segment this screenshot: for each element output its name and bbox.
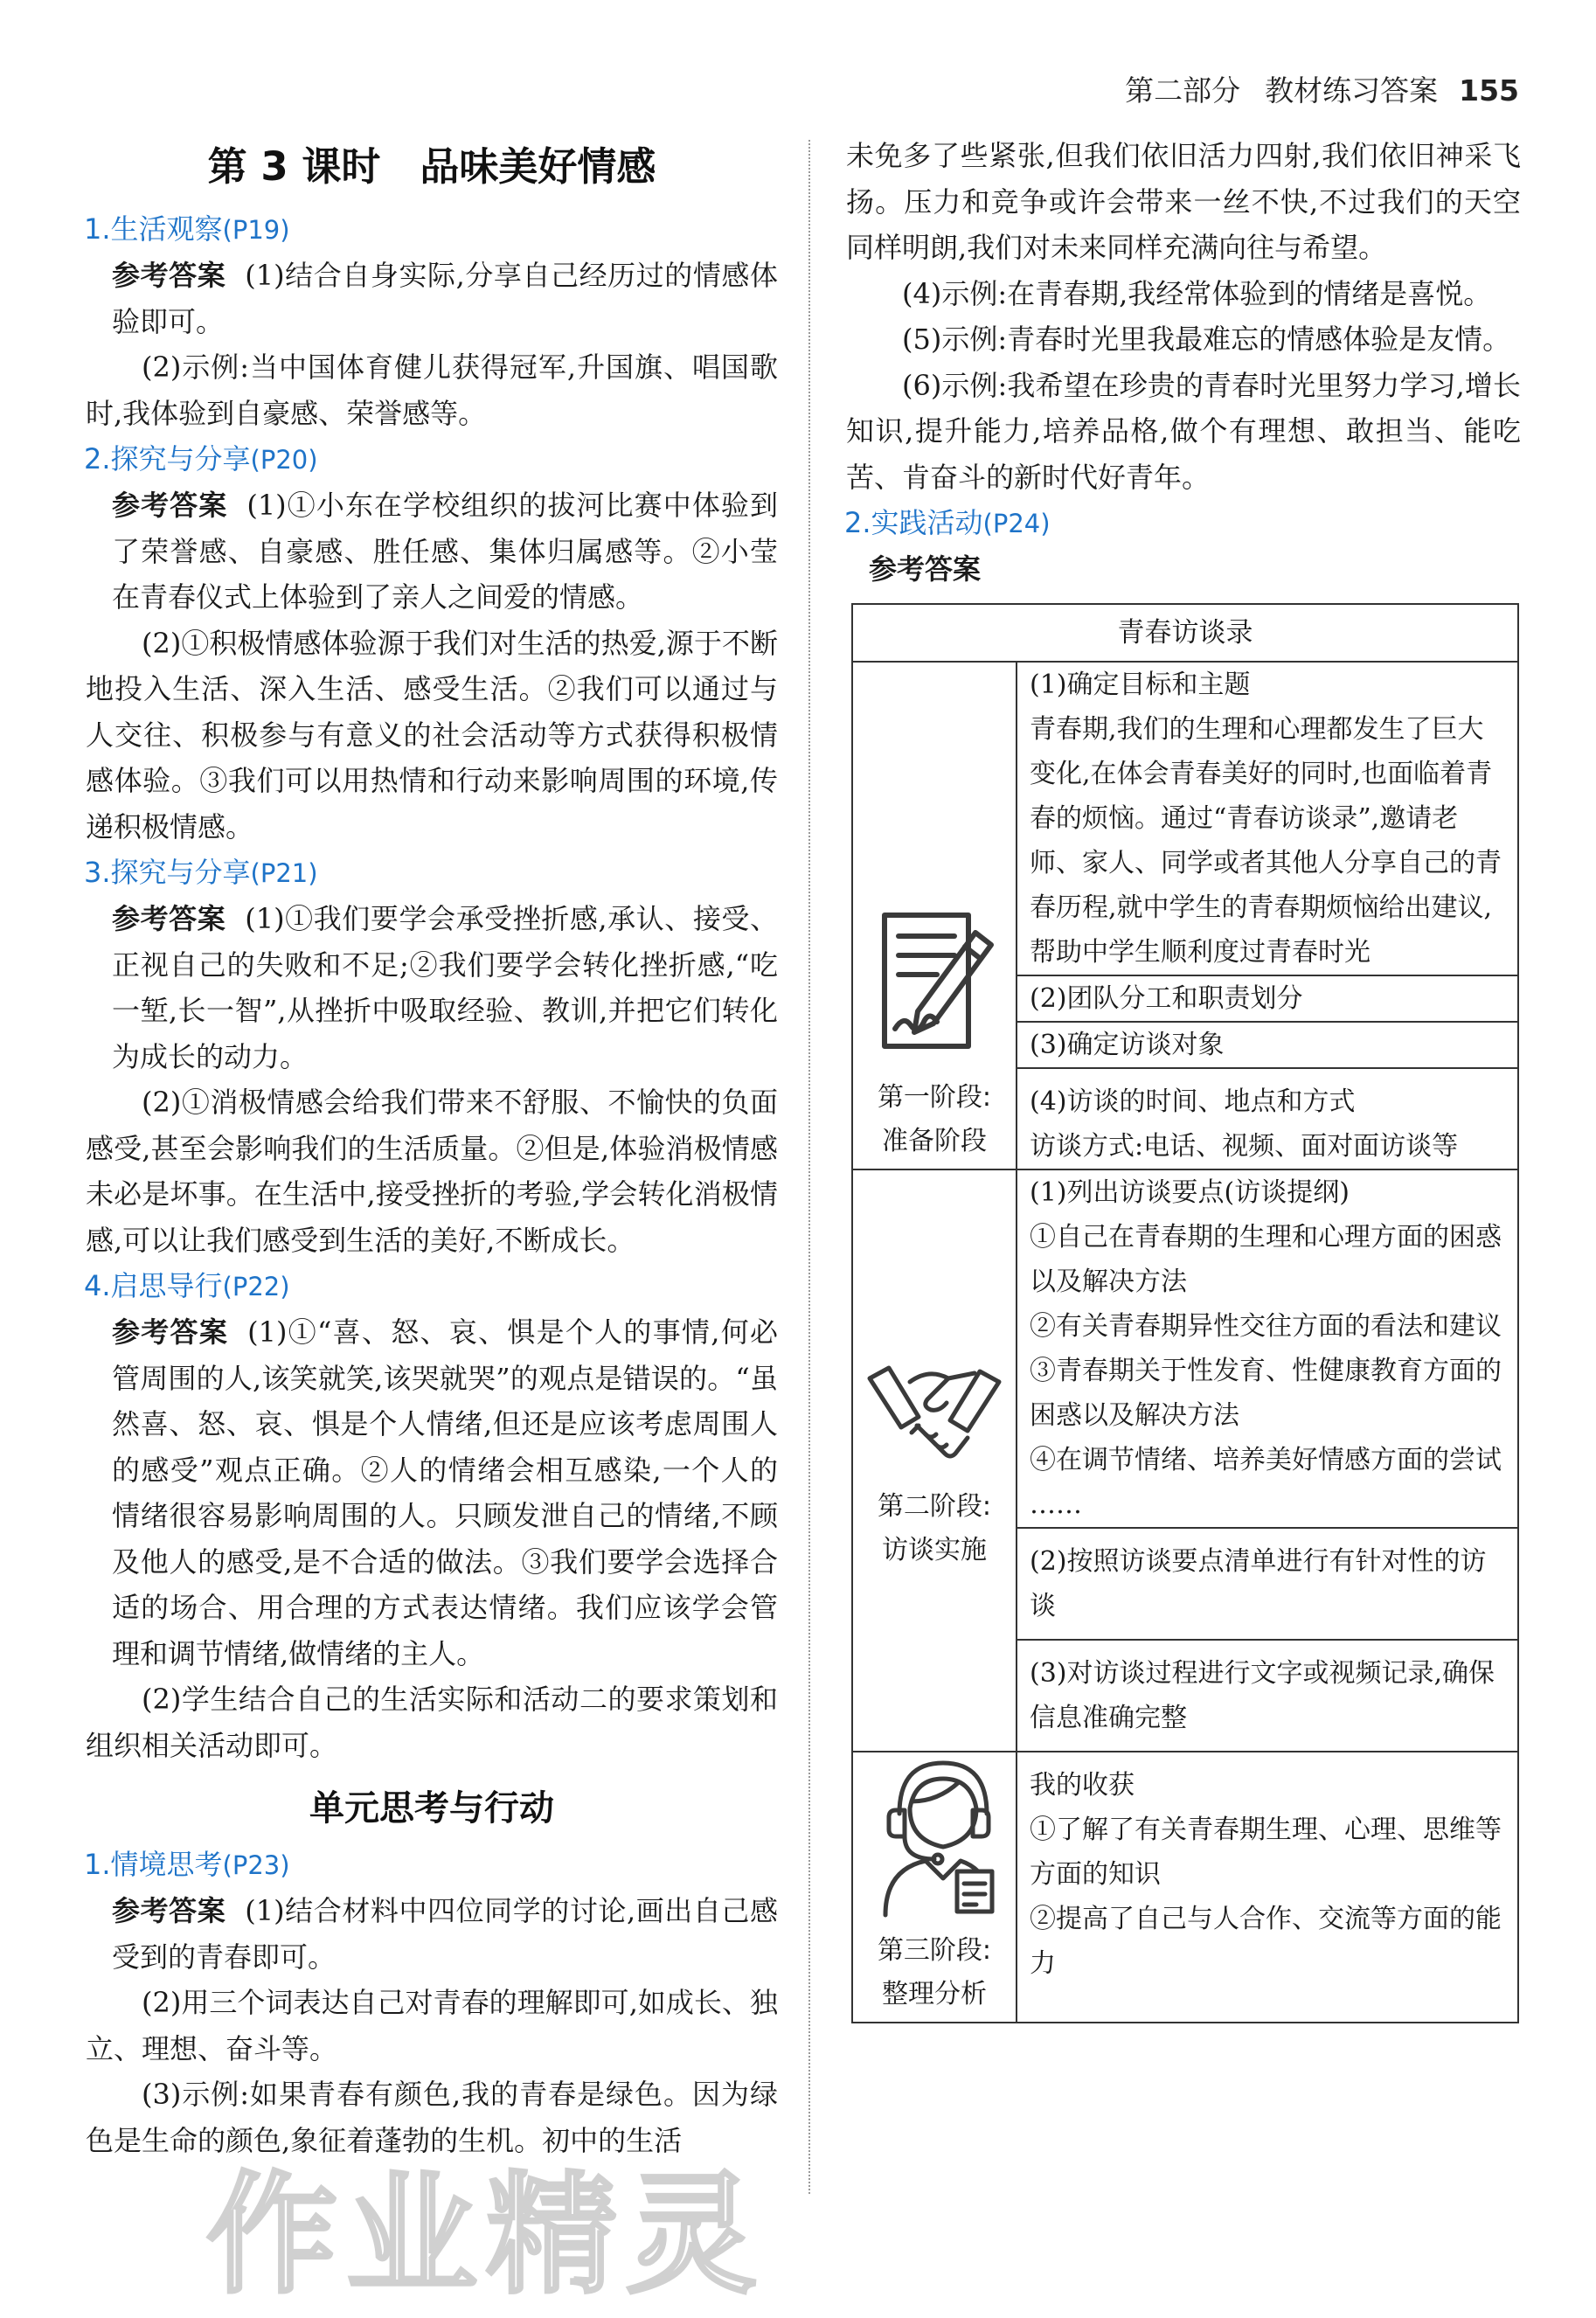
list-item: ③青春期关于性发育、性健康教育方面的困惑以及解决方法	[1030, 1356, 1502, 1431]
page-number: 155	[1459, 73, 1519, 108]
list-item: ①了解了有关青春期生理、心理、思维等方面的知识	[1030, 1815, 1502, 1890]
answer-paragraph: (2)①积极情感体验源于我们对生活的热爱,源于不断地投入生活、深入生活、感受生活。②我们可以通过与人交往、积极参与有意义的社会活动等方式获得积极情感体验。③我们可以用热情和行动来影响周围的环境,传递积极情感。	[86, 626, 778, 843]
right-column	[846, 133, 1521, 593]
answer-paragraph	[86, 482, 778, 621]
answer-label: 参考答案	[112, 259, 226, 292]
table-caption: 青春访谈录	[852, 604, 1518, 662]
answer-text: (1)①我们要学会承受挫折感,承认、接受、正视自己的失败和不足;②我们要学会转化挫折感,“吃一堑,长一智”,从挫折中吸取经验、教训,并把它们转化为成长的动力。	[112, 902, 778, 1073]
section-heading	[84, 1263, 778, 1309]
section-heading	[84, 206, 778, 253]
table-cell: (3)对访谈过程进行文字或视频记录,确保信息准确完整	[1017, 1640, 1518, 1752]
section-heading-text: 1.生活观察	[84, 212, 223, 246]
table-cell	[1017, 1068, 1518, 1169]
section-page-ref: (P24)	[982, 509, 1051, 538]
answer-paragraph: (6)示例:我希望在珍贵的青春时光里努力学习,增长知识,提升能力,培养品格,做个有理想、敢担当、能吃苦、肯奋斗的新时代好青年。	[846, 368, 1521, 494]
list-item: ④在调节情绪、培养美好情感方面的尝试	[1030, 1445, 1502, 1475]
stage-label: 第一阶段:	[877, 1082, 992, 1113]
answer-text: (1)结合自身实际,分享自己经历过的情感体验即可。	[112, 259, 778, 338]
list-item: ①自己在青春期的生理和心理方面的困惑以及解决方法	[1030, 1222, 1502, 1297]
section-page-ref: (P20)	[250, 445, 318, 475]
section-heading-text: 2.实践活动	[844, 506, 983, 539]
interview-table	[851, 603, 1519, 2023]
stage-2-cell	[852, 1169, 1017, 1752]
answer-paragraph	[86, 253, 778, 344]
stage-label: 第三阶段:	[877, 1935, 992, 1966]
section-heading-text: 4.启思导行	[84, 1269, 223, 1302]
section-heading-text: 2.探究与分享	[84, 442, 251, 475]
section-heading	[84, 850, 778, 896]
table-cell: (2)团队分工和职责划分	[1017, 975, 1518, 1022]
answer-paragraph: (2)用三个词表达自己对青春的理解即可,如成长、独立、理想、奋斗等。	[86, 1986, 778, 2065]
left-column	[86, 131, 778, 2163]
stage-label: 准备阶段	[882, 1126, 987, 1156]
section-heading-text: 1.情境思考	[84, 1848, 223, 1881]
answer-paragraph: (4)示例:在青春期,我经常体验到的情绪是喜悦。	[902, 276, 1492, 310]
headset-person-icon	[864, 1752, 1004, 1919]
stage-label: 第二阶段:	[877, 1491, 992, 1522]
stage-3-cell	[852, 1752, 1017, 2023]
answer-paragraph	[86, 1309, 778, 1676]
answer-label: 参考答案	[112, 902, 226, 935]
document-pen-icon	[869, 899, 1000, 1065]
table-cell: (2)按照访谈要点清单进行有针对性的访谈	[1017, 1528, 1518, 1640]
table-cell: (3)确定访谈对象	[1017, 1022, 1518, 1068]
stage-label: 整理分析	[882, 1979, 987, 2009]
answer-text: (1)①小东在学校组织的拔河比赛中体验到了荣誉感、自豪感、胜任感、集体归属感等。②小莹在青春仪式上体验到了亲人之间爱的情感。	[112, 489, 778, 614]
cell-title: (1)确定目标和主题	[1030, 670, 1251, 700]
section-page-ref: (P19)	[222, 215, 290, 245]
unit-title: 单元思考与行动	[309, 1788, 554, 1829]
answer-paragraph: (5)示例:青春时光里我最难忘的情感体验是友情。	[902, 323, 1511, 356]
cell-title: 我的收获	[1030, 1770, 1135, 1801]
table-cell	[1017, 1752, 1518, 2023]
column-divider	[808, 140, 810, 2194]
section-heading	[84, 1842, 778, 1888]
answer-paragraph: (2)学生结合自己的生活实际和活动二的要求策划和组织相关活动即可。	[86, 1683, 778, 1762]
handshake-icon	[864, 1343, 1004, 1475]
table-cell	[1017, 662, 1518, 975]
list-item: ②提高了自己与人合作、交流等方面的能力	[1030, 1904, 1502, 1979]
answer-paragraph: 未免多了些紧张,但我们依旧活力四射,我们依旧神采飞扬。压力和竞争或许会带来一丝不快,不过我们的天空同样明朗,我们对未来同样充满向往与希望。	[846, 139, 1521, 264]
answer-label: 参考答案	[112, 489, 228, 522]
answer-label-row	[846, 546, 1521, 593]
cell-text: 青春期,我们的生理和心理都发生了巨大变化,在体会青春美好的同时,也面临着青春的烦恼。通过“青春访谈录”,邀请老师、家人、同学或者其他人分享自己的青春历程,就中学生的青春期烦恼给出建议,帮助中学生顺利度过青春时光	[1030, 714, 1502, 968]
answer-text: (1)结合材料中四位同学的讨论,画出自己感受到的青春即可。	[112, 1894, 778, 1974]
stage-1-cell	[852, 662, 1017, 1169]
answer-label: 参考答案	[112, 1894, 226, 1927]
section-heading	[844, 500, 1521, 546]
answer-paragraph: (2)①消极情感会给我们带来不舒服、不愉快的负面感受,甚至会影响我们的生活质量。②但是,体验消极情感未必是坏事。在生活中,接受挫折的考验,学会转化消极情感,可以让我们感受到生活的美好,不断成长。	[86, 1086, 778, 1257]
cell-title: (4)访谈的时间、地点和方式	[1030, 1086, 1356, 1117]
table-cell	[1017, 1169, 1518, 1528]
section-heading	[84, 436, 778, 482]
section-page-ref: (P21)	[250, 858, 318, 888]
answer-paragraph	[86, 1888, 778, 1980]
list-more: ……	[1030, 1489, 1082, 1520]
answer-paragraph: (3)示例:如果青春有颜色,我的青春是绿色。因为绿色是生命的颜色,象征着蓬勃的生机。初中的生活	[86, 2078, 778, 2157]
page-header	[1125, 68, 1519, 109]
answer-text: (1)①“喜、怒、哀、惧是个人的事情,何必管周围的人,该笑就笑,该哭就哭”的观点是错误的。“虽然喜、怒、哀、惧是个人情绪,但还是应该考虑周围人的感受”观点正确。②人的情绪会相互感染,一个人的情绪很容易影响周围的人。只顾发泄自己的情绪,不顾及他人的感受,是不合适的做法。③我们要学会选择合适的场合、用合理的方式表达情绪。我们应该学会管理和调节情绪,做情绪的主人。	[112, 1315, 778, 1670]
stage-label: 访谈实施	[882, 1535, 987, 1565]
watermark: 作业精灵	[206, 2160, 767, 2312]
answer-paragraph	[86, 896, 778, 1079]
section-page-ref: (P23)	[222, 1850, 290, 1880]
list-item: ②有关青春期异性交往方面的看法和建议	[1030, 1311, 1502, 1342]
answer-label: 参考答案	[112, 1315, 229, 1349]
section-heading-text: 3.探究与分享	[84, 856, 251, 889]
section-page-ref: (P22)	[222, 1272, 290, 1301]
answer-paragraph: (2)示例:当中国体育健儿获得冠军,升国旗、唱国歌时,我体验到自豪感、荣誉感等。	[86, 350, 778, 430]
lesson-title: 第 3 课时 品味美好情感	[207, 143, 656, 190]
header-title: 教材练习答案	[1265, 73, 1439, 108]
cell-title: (1)列出访谈要点(访谈提纲)	[1030, 1177, 1350, 1208]
answer-label: 参考答案	[869, 552, 982, 586]
header-section: 第二部分	[1125, 73, 1241, 108]
cell-text: 访谈方式:电话、视频、面对面访谈等	[1030, 1131, 1459, 1162]
